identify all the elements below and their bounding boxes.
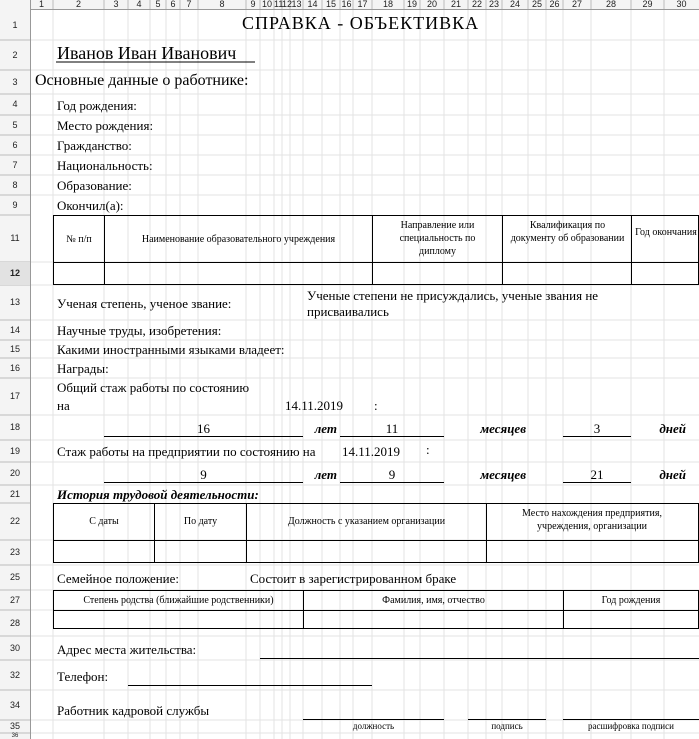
column-header[interactable]: 21 bbox=[450, 0, 461, 9]
row-header[interactable]: 25 bbox=[9, 572, 20, 582]
column-header[interactable]: 17 bbox=[357, 0, 368, 9]
row-header[interactable]: 21 bbox=[9, 489, 20, 499]
employee-name: Иванов Иван Иванович bbox=[57, 43, 237, 63]
works-label: Научные труды, изобретения: bbox=[57, 323, 222, 338]
sign-position-caption: должность bbox=[352, 721, 395, 731]
history-col-location: Место нахождения предприятия, учреждения, организации bbox=[522, 508, 662, 532]
row-header[interactable]: 2 bbox=[12, 50, 18, 60]
row-header[interactable]: 36 bbox=[11, 733, 19, 739]
row-header[interactable]: 9 bbox=[12, 200, 18, 210]
total-exp-months: 11 bbox=[385, 421, 399, 436]
company-exp-days: 21 bbox=[590, 467, 604, 482]
column-header[interactable]: 13 bbox=[291, 0, 302, 9]
edu-col-year: Год окончания bbox=[635, 227, 697, 238]
column-header[interactable]: 9 bbox=[250, 0, 256, 9]
history-col-from: С даты bbox=[89, 516, 119, 527]
history-title: История трудовой деятельности: bbox=[57, 487, 259, 502]
document-title: СПРАВКА - ОБЪЕКТИВКА bbox=[242, 13, 480, 33]
phone-label: Телефон: bbox=[57, 669, 109, 684]
column-header[interactable]: 25 bbox=[531, 0, 542, 9]
column-header[interactable]: 26 bbox=[549, 0, 560, 9]
column-header[interactable]: 15 bbox=[325, 0, 336, 9]
relatives-col-degree: Степень родства (ближайшие родственники) bbox=[83, 595, 274, 606]
row-header[interactable]: 7 bbox=[12, 160, 18, 170]
company-exp-colon: : bbox=[426, 442, 430, 457]
column-header[interactable]: 24 bbox=[509, 0, 520, 9]
company-exp-date: 14.11.2019 bbox=[342, 444, 401, 459]
degree-value: Ученые степени не присуждались, ученые звания не присваивались bbox=[307, 288, 599, 319]
column-header[interactable]: 19 bbox=[406, 0, 417, 9]
graduated-label: Окончил(а): bbox=[57, 198, 124, 213]
relatives-col-name: Фамилия, имя, отчество bbox=[382, 595, 485, 606]
family-value: Состоит в зарегистрированном браке bbox=[250, 571, 457, 586]
company-exp-years-unit: лет bbox=[314, 467, 337, 482]
total-exp-label: Общий стаж работы по состоянию bbox=[57, 380, 250, 395]
row-header[interactable]: 18 bbox=[9, 422, 20, 432]
family-label: Семейное положение: bbox=[57, 571, 180, 586]
column-header[interactable]: 20 bbox=[426, 0, 437, 9]
total-exp-years-unit: лет bbox=[314, 421, 337, 436]
row-header[interactable]: 16 bbox=[9, 363, 20, 373]
column-header[interactable]: 11 bbox=[274, 0, 284, 9]
column-header[interactable]: 7 bbox=[186, 0, 192, 9]
row-header[interactable]: 19 bbox=[9, 446, 20, 456]
row-header[interactable]: 20 bbox=[9, 468, 20, 478]
citizenship-label: Гражданство: bbox=[57, 138, 132, 153]
column-header[interactable]: 14 bbox=[307, 0, 318, 9]
edu-col-specialty: Направление или специальность по диплому bbox=[399, 220, 476, 257]
column-header[interactable]: 12 bbox=[282, 0, 293, 9]
edu-col-number: № п/п bbox=[66, 234, 92, 245]
row-header[interactable]: 17 bbox=[9, 391, 20, 401]
column-header[interactable]: 27 bbox=[571, 0, 582, 9]
history-col-position: Должность с указанием организации bbox=[287, 516, 446, 527]
row-header[interactable]: 14 bbox=[9, 325, 20, 335]
row-header[interactable]: 8 bbox=[12, 180, 18, 190]
row-header[interactable]: 27 bbox=[9, 595, 20, 605]
hr-label: Работник кадровой службы bbox=[57, 703, 210, 718]
column-header[interactable]: 29 bbox=[642, 0, 653, 9]
languages-label: Какими иностранными языками владеет: bbox=[57, 342, 285, 357]
education-label: Образование: bbox=[57, 178, 132, 193]
row-header[interactable]: 5 bbox=[12, 120, 18, 130]
awards-label: Награды: bbox=[57, 361, 109, 376]
total-exp-date: 14.11.2019 bbox=[285, 398, 344, 413]
column-header[interactable]: 1 bbox=[38, 0, 44, 9]
column-header[interactable]: 23 bbox=[488, 0, 499, 9]
address-label: Адрес места жительства: bbox=[57, 642, 197, 657]
column-header[interactable]: 22 bbox=[471, 0, 482, 9]
row-header[interactable]: 32 bbox=[9, 670, 20, 680]
column-header[interactable]: 18 bbox=[382, 0, 393, 9]
total-exp-months-unit: месяцев bbox=[480, 421, 526, 436]
column-header[interactable]: 4 bbox=[136, 0, 142, 9]
row-header[interactable]: 11 bbox=[10, 233, 20, 243]
nationality-label: Национальность: bbox=[57, 158, 153, 173]
row-header[interactable]: 22 bbox=[9, 516, 20, 526]
row-header[interactable]: 4 bbox=[12, 99, 18, 109]
row-header[interactable]: 13 bbox=[9, 297, 20, 307]
relatives-col-birth-year: Год рождения bbox=[601, 595, 661, 606]
birth-year-label: Год рождения: bbox=[57, 98, 137, 113]
degree-label: Ученая степень, ученое звание: bbox=[57, 296, 232, 311]
company-exp-months-unit: месяцев bbox=[480, 467, 526, 482]
row-header[interactable]: 15 bbox=[9, 344, 20, 354]
column-header[interactable]: 8 bbox=[219, 0, 225, 9]
row-header[interactable]: 23 bbox=[9, 547, 20, 557]
row-header[interactable]: 30 bbox=[9, 643, 20, 653]
edu-col-qualification: Квалификация по документу об образовании bbox=[510, 220, 625, 244]
history-col-to: По дату bbox=[183, 516, 218, 527]
column-header[interactable]: 5 bbox=[155, 0, 161, 9]
sign-signature-caption: подпись bbox=[491, 721, 523, 731]
total-exp-days-unit: дней bbox=[659, 421, 686, 436]
row-header[interactable]: 1 bbox=[12, 20, 18, 30]
row-header[interactable]: 35 bbox=[9, 721, 20, 731]
company-exp-months: 9 bbox=[388, 467, 396, 482]
total-exp-years: 16 bbox=[197, 421, 210, 436]
row-header[interactable]: 6 bbox=[12, 140, 18, 150]
company-exp-years: 9 bbox=[200, 467, 207, 482]
row-header[interactable]: 12 bbox=[9, 268, 20, 278]
company-exp-label: Стаж работы на предприятии по состоянию на bbox=[57, 444, 316, 459]
main-section-title: Основные данные о работнике: bbox=[35, 72, 249, 89]
row-header[interactable]: 3 bbox=[12, 77, 18, 87]
total-exp-days: 3 bbox=[593, 421, 601, 436]
column-header[interactable]: 30 bbox=[676, 0, 687, 9]
column-header[interactable]: 10 bbox=[261, 0, 272, 9]
row-header[interactable]: 28 bbox=[9, 618, 20, 628]
column-header[interactable]: 16 bbox=[341, 0, 352, 9]
column-header[interactable]: 28 bbox=[605, 0, 616, 9]
row-header[interactable]: 34 bbox=[9, 700, 20, 710]
column-header[interactable]: 2 bbox=[75, 0, 81, 9]
edu-col-institution: Наименование образовательного учреждения bbox=[141, 234, 336, 245]
total-exp-colon: : bbox=[374, 398, 378, 413]
company-exp-days-unit: дней bbox=[659, 467, 686, 482]
sign-decoding-caption: расшифровка подписи bbox=[588, 721, 674, 731]
birth-place-label: Место рождения: bbox=[57, 118, 154, 133]
total-exp-label-on: на bbox=[57, 398, 70, 413]
column-header[interactable]: 3 bbox=[113, 0, 119, 9]
column-header[interactable]: 6 bbox=[170, 0, 176, 9]
